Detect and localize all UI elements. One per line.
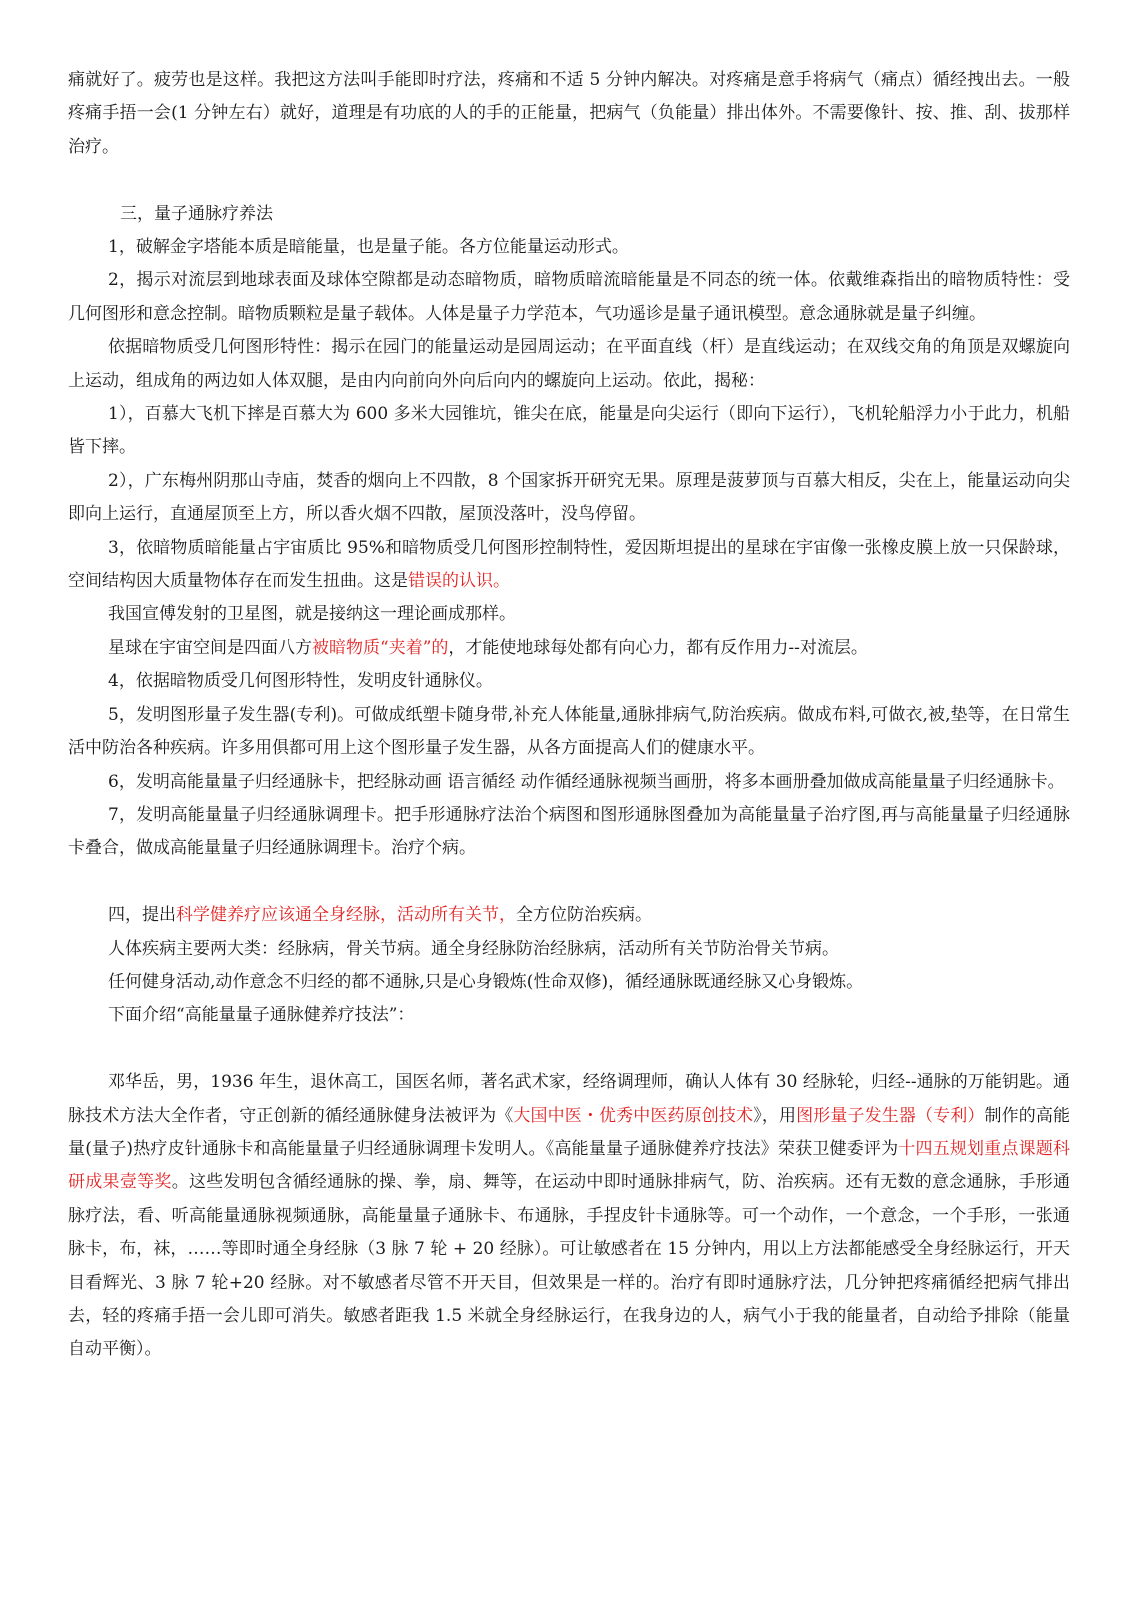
paragraph-item-3 (68, 532, 1070, 599)
highlight-text: 错误的认识。 (408, 571, 510, 592)
highlight-text: 被暗物质“夹着”的 (312, 637, 449, 658)
highlight-text: 科学健养疗应该通全身经脉，活动所有关节， (176, 905, 516, 926)
paragraph-bermuda: 1），百慕大飞机下摔是百慕大为 600 多米大园锥坑，锥尖在底，能量是向尖运行（即向下运行），飞机轮船浮力小于此力，机船皆下摔。 (68, 404, 1070, 458)
section-heading-4 (68, 899, 1070, 932)
paragraph-disease-types: 人体疾病主要两大类：经脉病，骨关节病。通全身经脉防治经脉病，活动所有关节防治骨关节病。 (108, 938, 839, 959)
paragraph-geometry: 依据暗物质受几何图形特性：揭示在园门的能量运动是园周运动；在平面直线（杆）是直线运动；在双线交角的角顶是双螺旋向上运动，组成角的两边如人体双腿，是由内向前向外向后向内的螺旋向上运动。依此，揭秘： (68, 337, 1070, 391)
text-run: 四，提出 (108, 905, 176, 926)
paragraph-pain-relief: 痛就好了。疲劳也是这样。我把这方法叫手能即时疗法，疼痛和不适 5 分钟内解决。对疼痛是意手将病气（痛点）循经拽出去。一般疼痛手捂一会(1 分钟左右）就好，道理是有功底的人的手的正能量，把病气（负能量）排出体外。不需要像针、按、推、刮、拔那样治疗。 (68, 70, 1070, 157)
highlight-text: 图形量子发生器（专利） (796, 1105, 985, 1126)
paragraph-item-2: 2，揭示对流层到地球表面及球体空隙都是动态暗物质，暗物质暗流暗能量是不同态的统一体。依戴维森指出的暗物质特性：受几何图形和意念控制。暗物质颗粒是量子载体。人体是量子力学范本，气功遥诊是量子通讯模型。意念通脉就是量子纠缠。 (68, 270, 1070, 324)
highlight-text: 十四五规划重点课题科研成果壹等奖 (68, 1138, 1071, 1193)
paragraph-item-1: 1，破解金字塔能本质是暗能量，也是量子能。各方位能量运动形式。 (108, 237, 629, 258)
text-run: ，才能使地球每处都有向心力，都有反作用力--对流层。 (448, 637, 868, 658)
paragraph-item-6: 6，发明高能量量子归经通脉卡，把经脉动画 语言循经 动作循经通脉视频当画册，将多本画册叠加做成高能量量子归经通脉卡。 (108, 771, 1065, 792)
text-run: 全方位防治疾病。 (516, 905, 652, 926)
paragraph-item-5: 5，发明图形量子发生器(专利)。可做成纸塑卡随身带,补充人体能量,通脉排病气,防治疾病。做成布料,可做衣,被,垫等，在日常生活中防治各种疾病。许多用俱都可用上这个图形量子发生器，从各方面提高人们的健康水平。 (68, 704, 1070, 759)
paragraph-item-7: 7，发明高能量量子归经通脉调理卡。把手形通脉疗法治个病图和图形通脉图叠加为高能量量子治疗图,再与高能量量子归经通脉卡叠合，做成高能量量子归经通脉调理卡。治疗个病。 (68, 804, 1070, 859)
paragraph-temple: 2），广东梅州阴那山寺庙，焚香的烟向上不四散，8 个国家拆开研究无果。原理是菠萝顶与百慕大相反，尖在上，能量运动向尖即向上运行，直通屋顶至上方，所以香火烟不四散，屋顶没落叶，没鸟停留。 (68, 470, 1070, 525)
text-run: 》，用 (753, 1105, 797, 1126)
text-run: 制作的高能量(量子)热疗皮针通脉卡和高能量量子归经通脉调理卡发明人。《高能量量子通脉健养疗技法》荣获卫健委评为 (68, 1105, 1071, 1159)
paragraph-satellite: 我国宣傅发射的卫星图，就是接纳这一理论画成那样。 (108, 604, 516, 625)
text-run: 邓华岳，男，1936 年生，退休高工，国医名师，著名武术家，经络调理师，确认人体有 30 经脉轮，归经--通脉的万能钥匙。通脉技术方法大全作者，守正创新的循经通脉健身法被评为《 (68, 1072, 1070, 1126)
section-heading-3: 三，量子通脉疗养法 (120, 203, 273, 224)
paragraph-item-4: 4，依据暗物质受几何图形特性，发明皮针通脉仪。 (108, 671, 493, 692)
paragraph-intro: 下面介绍“高能量量子通脉健养疗技法”： (108, 1005, 415, 1026)
highlight-text: 大国中医・优秀中医药原创技术 (513, 1105, 754, 1126)
paragraph-author-bio (68, 1066, 1070, 1367)
paragraph-star-space (68, 632, 1070, 665)
text-run: 。这些发明包含循经通脉的操、拳，扇、舞等，在运动中即时通脉排病气，防、治疾病。还有无数的意念通脉，手形通脉疗法，看、听高能量通脉视频通脉，高能量量子通脉卡、布通脉，手捏皮针卡通脉等。可一个动作，一个意念，一个手形，一张通脉卡，布，袜，……等即时通全身经脉（3 脉 7 轮 + 20 经脉）。可让敏感者在 15 分钟内，用以上方法都能感受全身经脉运行，开天目看辉光、3 脉 7 轮+20 经脉。对不敏感者尽管不开天目，但效果是一样的。治疗有即时通脉疗法，几分钟把疼痛循经把病气排出去，轻的疼痛手捂一会儿即可消失。敏感者距我 1.5 米就全身经脉运行，在我身边的人，病气小于我的能量者，自动给予排除（能量自动平衡）。 (68, 1172, 1071, 1360)
paragraph-fitness: 任何健身活动,动作意念不归经的都不通脉,只是心身锻炼(性命双修)，循经通脉既通经脉又心身锻炼。 (108, 971, 864, 992)
text-run: 星球在宇宙空间是四面八方 (108, 637, 312, 658)
text-run: 3，依暗物质暗能量占宇宙质比 95%和暗物质受几何图形控制特性，爱因斯坦提出的星球在宇宙像一张橡皮膜上放一只保龄球，空间结构因大质量物体存在而发生扭曲。这是 (68, 537, 1070, 592)
